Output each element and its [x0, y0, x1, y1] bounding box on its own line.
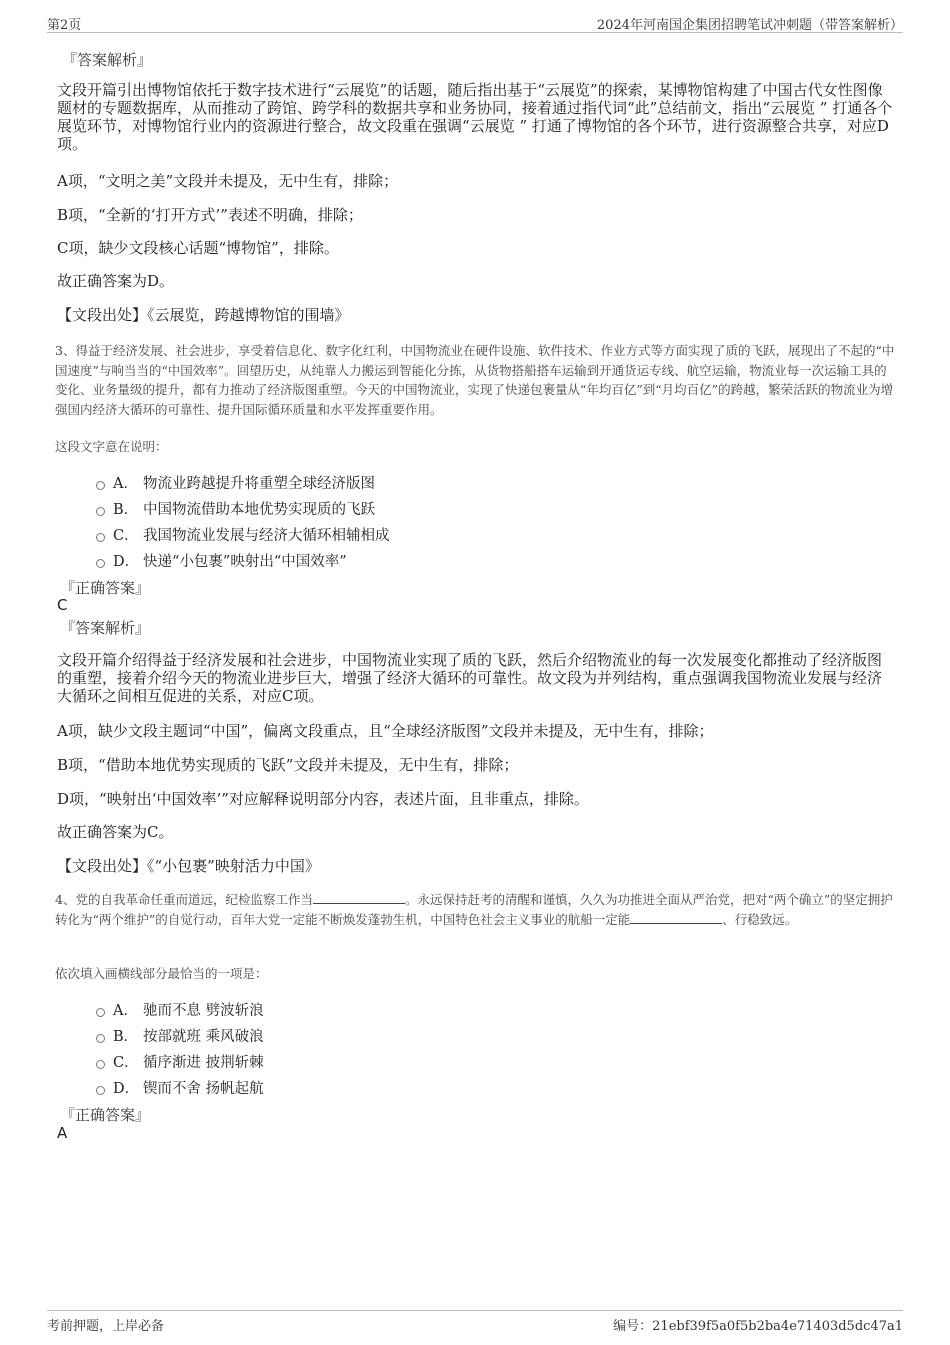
q3-source: 【文段出处】《“小包裹”映射活力中国》	[57, 857, 320, 875]
option-text: 中国物流借助本地优势实现质的飞跃	[143, 502, 375, 518]
q3-option-c[interactable]	[96, 524, 390, 545]
q4-option-d[interactable]	[96, 1077, 264, 1098]
option-text: 快递“小包裹”映射出“中国效率”	[143, 554, 347, 570]
radio-icon[interactable]	[96, 559, 105, 568]
q2-explain-a: A项，“文明之美”文段并未提及，无中生有，排除；	[57, 172, 399, 190]
option-letter: B．	[113, 1029, 139, 1045]
footer-slogan: 考前押题，上岸必备	[47, 1319, 165, 1334]
q2-explain-c: C项，缺少文段核心话题“博物馆”，排除。	[57, 239, 339, 257]
option-letter: D．	[113, 1081, 140, 1097]
page-header	[47, 14, 903, 33]
q4-answer-label: 『正确答案』	[60, 1106, 151, 1124]
option-letter: B．	[113, 502, 139, 518]
q3-explain-a: A项，缺少文段主题词“中国”，偏离文段重点，且“全球经济版图”文段并未提及，无中生有，排除；	[57, 722, 714, 740]
option-text: 循序渐进 披荆斩棘	[143, 1055, 264, 1071]
option-letter: A．	[113, 476, 138, 492]
option-text: 按部就班 乘风破浪	[143, 1029, 264, 1045]
q3-answer-label: 『正确答案』	[60, 579, 151, 597]
option-text: 物流业跨越提升将重塑全球经济版图	[143, 476, 375, 492]
document-title: 2024年河南国企集团招聘笔试冲刺题（带答案解析）	[596, 18, 903, 33]
radio-icon[interactable]	[96, 481, 105, 490]
q4-prompt: 依次填入画横线部分最恰当的一项是：	[55, 966, 268, 981]
page-footer	[47, 1310, 903, 1335]
q4-option-b[interactable]	[96, 1025, 264, 1046]
q2-analysis-label: 『答案解析』	[62, 51, 153, 69]
q3-conclusion: 故正确答案为C。	[57, 823, 174, 841]
q4-option-a[interactable]	[96, 999, 264, 1020]
option-letter: D．	[113, 554, 140, 570]
q4-answer: A	[57, 1124, 68, 1142]
radio-icon[interactable]	[96, 1086, 105, 1095]
q2-conclusion: 故正确答案为D。	[57, 272, 175, 290]
radio-icon[interactable]	[96, 1034, 105, 1043]
q2-explain-b: B项，“全新的‘打开方式’”表述不明确，排除；	[57, 206, 363, 224]
q3-analysis-label: 『答案解析』	[60, 619, 151, 637]
q3-analysis-text: 文段开篇介绍得益于经济发展和社会进步，中国物流业实现了质的飞跃，然后介绍物流业的每一次发展变化都推动了经济版图的重塑，接着介绍今天的物流业进步巨大，增强了经济大循环的可靠性。故文段为并列结构，重点强调我国物流业发展与经济大循环之间相互促进的关系，对应C项。	[57, 651, 883, 705]
option-letter: C．	[113, 1055, 139, 1071]
option-text: 锲而不舍 扬帆起航	[143, 1081, 264, 1097]
option-text: 我国物流业发展与经济大循环相辅相成	[143, 528, 390, 544]
q4-question-text: 4、党的自我革命任重而道远，纪检监察工作当 。永远保持赶考的清醒和谨慎，久久为功推进全面从严治党，把对“两个确立”的坚定拥护转化为“两个维护”的自觉行动，百年大党一定能不断焕发蓬勃生机，中国特色社会主义事业的航船一定能 、行稳致远。	[55, 892, 893, 927]
q3-question-text: 3、得益于经济发展、社会进步，享受着信息化、数字化红利，中国物流业在硬件设施、软件技术、作业方式等方面实现了质的飞跃，展现出了不起的“中国速度”与响当当的“中国效率”。回望历史，从纯靠人力搬运到智能化分拣，从货物搭船搭车运输到开通货运专线、航空运输，物流业每一次运输工具的变化、业务量级的提升，都有力推动了经济版图重塑。今天的中国物流业，实现了快递包裹量从“年均百亿”到“月均百亿”的跨越，繁荣活跃的物流业为增强国内经济大循环的可靠性、提升国际循环质量和水平发挥重要作用。	[55, 343, 895, 417]
option-letter: C．	[113, 528, 139, 544]
radio-icon[interactable]	[96, 1060, 105, 1069]
q2-source: 【文段出处】《云展览，跨越博物馆的围墙》	[57, 306, 350, 324]
fill-blank-2	[630, 911, 722, 924]
q3-option-d[interactable]	[96, 550, 347, 571]
q3-explain-d: D项，“映射出‘中国效率’”对应解释说明部分内容，表述片面，且非重点，排除。	[57, 790, 589, 808]
radio-icon[interactable]	[96, 507, 105, 516]
page-number: 第2页	[47, 18, 82, 33]
q3-option-a[interactable]	[96, 472, 375, 493]
fill-blank-1	[313, 891, 405, 904]
option-letter: A．	[113, 1003, 138, 1019]
q2-analysis-text: 文段开篇引出博物馆依托于数字技术进行“云展览”的话题，随后指出基于“云展览”的探索，某博物馆构建了中国古代女性图像题材的专题数据库，从而推动了跨馆、跨学科的数据共享和业务协同，接着通过指代词“此”总结前文，指出“云展览 ” 打通各个展览环节，对博物馆行业内的资源进行整合，故文段重在强调“云展览 ” 打通了博物馆的各个环节，进行资源整合共享，对应D项。	[57, 81, 893, 153]
q3-answer: C	[57, 596, 68, 614]
radio-icon[interactable]	[96, 1008, 105, 1017]
radio-icon[interactable]	[96, 533, 105, 542]
q3-option-b[interactable]	[96, 498, 375, 519]
footer-serial: 编号：21ebf39f5a0f5b2ba4e71403d5dc47a1	[613, 1319, 903, 1334]
q3-explain-b: B项，“借助本地优势实现质的飞跃”文段并未提及，无中生有，排除；	[57, 756, 519, 774]
q3-prompt: 这段文字意在说明：	[55, 439, 168, 454]
q4-option-c[interactable]	[96, 1051, 264, 1072]
option-text: 驰而不息 劈波斩浪	[143, 1003, 264, 1019]
